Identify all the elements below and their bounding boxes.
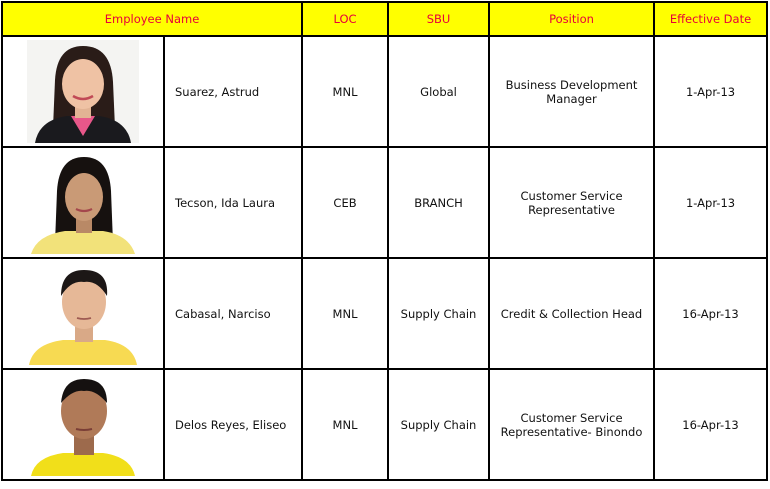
employee-loc: MNL	[302, 258, 388, 369]
employee-position: Credit & Collection Head	[489, 258, 654, 369]
employee-name: Tecson, Ida Laura	[164, 147, 302, 258]
table-row	[2, 369, 767, 480]
employee-photo	[27, 151, 139, 254]
employee-sbu: BRANCH	[388, 147, 489, 258]
header-position: Position	[489, 2, 654, 36]
photo-cell	[2, 36, 164, 147]
employee-effective-date: 1-Apr-13	[654, 36, 767, 147]
table-row	[2, 147, 767, 258]
employee-loc: CEB	[302, 147, 388, 258]
header-loc: LOC	[302, 2, 388, 36]
header-effective-date: Effective Date	[654, 2, 767, 36]
employee-photo	[27, 373, 139, 476]
photo-cell	[2, 147, 164, 258]
header-row	[2, 2, 767, 36]
employee-effective-date: 1-Apr-13	[654, 147, 767, 258]
employee-name: Suarez, Astrud	[164, 36, 302, 147]
employee-photo	[27, 262, 139, 365]
employee-effective-date: 16-Apr-13	[654, 369, 767, 480]
photo-cell	[2, 369, 164, 480]
employee-loc: MNL	[302, 369, 388, 480]
header-employee-name: Employee Name	[2, 2, 302, 36]
table-row	[2, 36, 767, 147]
table-row	[2, 258, 767, 369]
employee-effective-date: 16-Apr-13	[654, 258, 767, 369]
employee-name: Cabasal, Narciso	[164, 258, 302, 369]
employee-table	[1, 1, 768, 481]
photo-cell	[2, 258, 164, 369]
employee-photo	[27, 40, 139, 143]
employee-sbu: Supply Chain	[388, 369, 489, 480]
employee-position: Customer Service Representative	[489, 147, 654, 258]
employee-position: Business Development Manager	[489, 36, 654, 147]
employee-sbu: Supply Chain	[388, 258, 489, 369]
employee-name: Delos Reyes, Eliseo	[164, 369, 302, 480]
employee-position: Customer Service Representative- Binondo	[489, 369, 654, 480]
header-sbu: SBU	[388, 2, 489, 36]
employee-loc: MNL	[302, 36, 388, 147]
employee-sbu: Global	[388, 36, 489, 147]
